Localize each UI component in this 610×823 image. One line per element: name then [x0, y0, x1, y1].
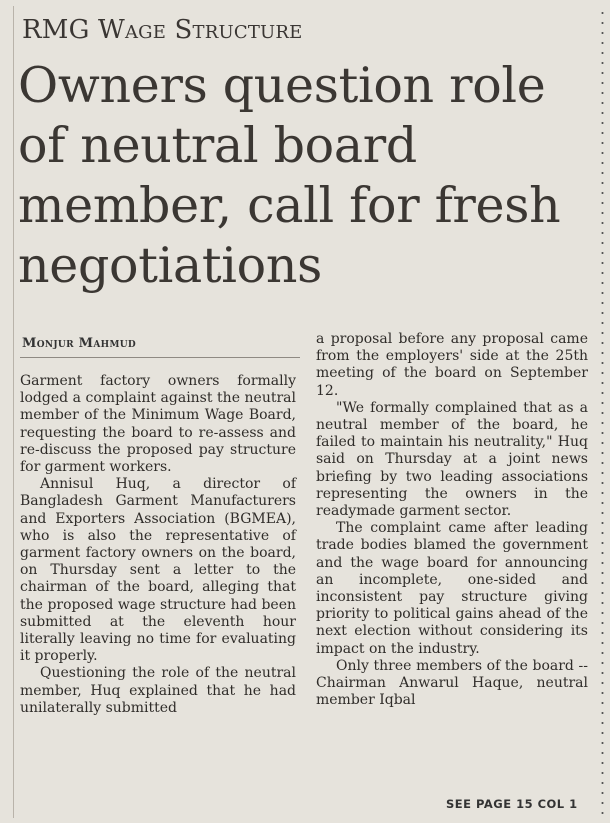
- paragraph: a proposal before any proposal came from the employers' side at the 25th meeting of the board on September 12.: [316, 331, 588, 399]
- headline: Owners question role of neutral board member, call for fresh negotiations: [18, 57, 561, 294]
- paragraph: Garment factory owners formally lodged a complaint against the neutral member of the Minimum Wage Board, requesting the board to re-assess and re-discuss the proposed pay structure for garment workers.: [20, 373, 296, 476]
- byline-rule: [20, 357, 300, 358]
- dotted-cut-line: [601, 8, 604, 816]
- article-column-right: [316, 331, 588, 709]
- section-kicker: RMG Wage Structure: [22, 15, 303, 45]
- byline: Monjur Mahmud: [22, 336, 136, 351]
- column-divider-line: [13, 6, 14, 818]
- paragraph: Only three members of the board -- Chairman Anwarul Haque, neutral member Iqbal: [316, 657, 588, 709]
- paragraph: "We formally complained that as a neutral member of the board, he failed to maintain his neutrality," Huq said on Thursday at a joint news briefing by two leading associations representing the owners in the readymade garment sector.: [316, 399, 588, 520]
- article-column-left: [20, 373, 296, 717]
- paragraph: Annisul Huq, a director of Bangladesh Garment Manufacturers and Exporters Association (BGMEA), who is also the representative of garment factory owners on the board, on Thursday sent a letter to the chairman of the board, alleging that the proposed wage structure had been submitted at the eleventh hour literally leaving no time for evaluating it properly.: [20, 476, 296, 665]
- paragraph: Questioning the role of the neutral member, Huq explained that he had unilaterally submitted: [20, 665, 296, 716]
- continuation-note: SEE PAGE 15 COL 1: [446, 797, 578, 811]
- paragraph: The complaint came after leading trade bodies blamed the government and the wage board for announcing an incomplete, one-sided and inconsistent pay structure giving priority to political gains ahead of the next election without considering its impact on the industry.: [316, 520, 588, 657]
